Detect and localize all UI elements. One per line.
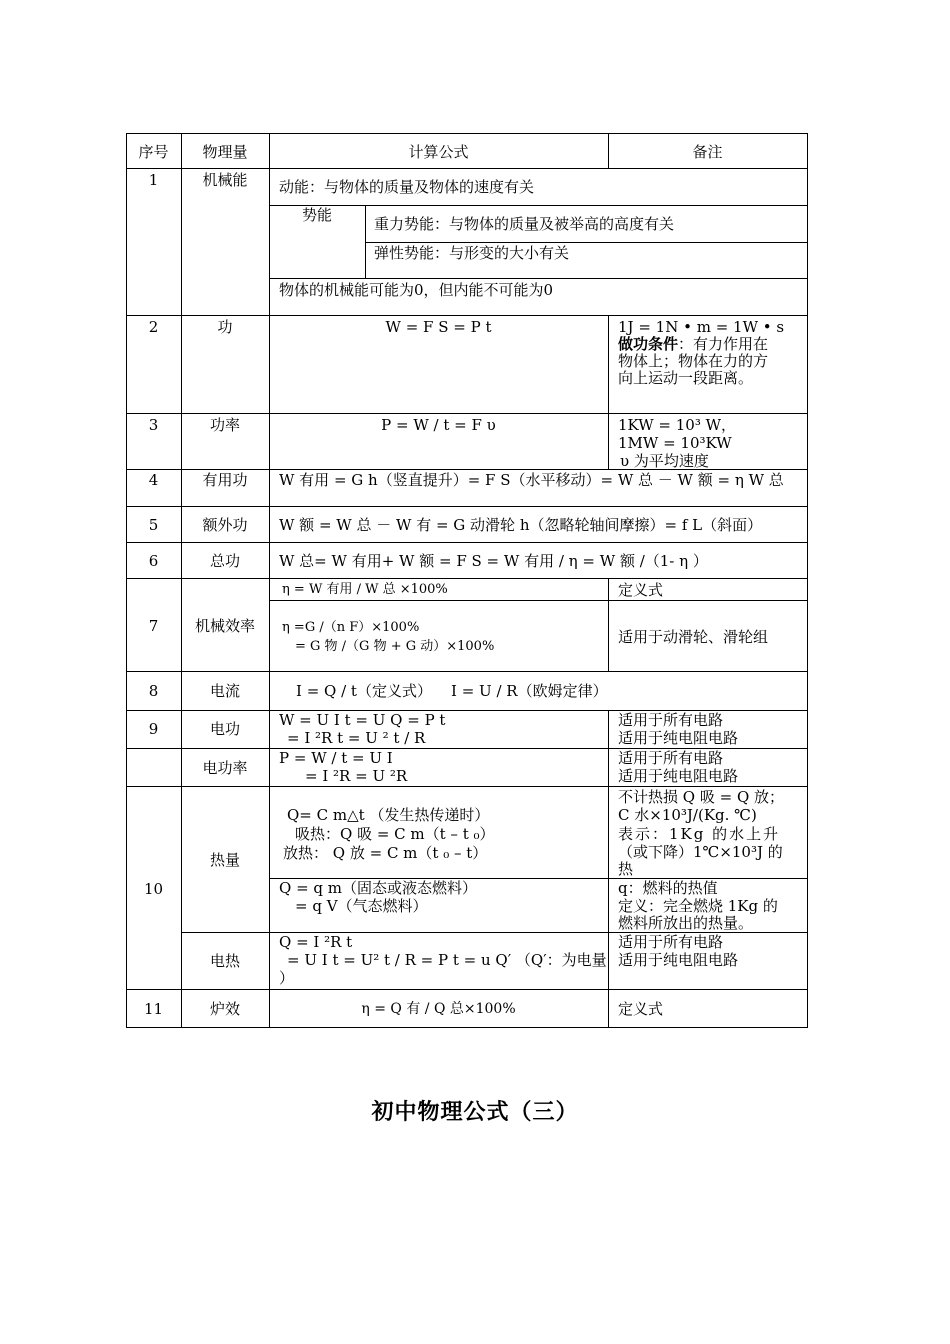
furnace-efficiency-note: 定义式 — [618, 1000, 664, 1018]
row-9-name: 电功 — [209, 720, 240, 738]
heat-note-3: 表示：1Kg 的水上升 — [618, 825, 781, 843]
row-6-name: 总功 — [209, 552, 240, 570]
table-border-top — [126, 133, 808, 134]
row-9b-name: 电功率 — [202, 759, 248, 777]
header-formula: 计算公式 — [408, 143, 469, 161]
table-col-rule — [608, 578, 609, 672]
electric-heat-formula-1: Q = I ²R t — [279, 933, 353, 951]
extra-work-formula: W 额 = W 总 － W 有 = G 动滑轮 h（忽略轮轴间摩擦）= f L（斜面） — [279, 516, 763, 534]
row-5-name: 额外功 — [202, 516, 248, 534]
row-1-no: 1 — [148, 171, 159, 189]
row-5-no: 5 — [148, 516, 159, 534]
row-11-name: 炉效 — [209, 1000, 240, 1018]
electric-work-note-2: 适用于纯电阻电路 — [618, 729, 739, 747]
table-rule — [269, 600, 808, 601]
row-2-no: 2 — [148, 318, 159, 336]
work-unit-note: 1J = 1N • m = 1W • s — [618, 318, 785, 336]
row-3-name: 功率 — [209, 416, 240, 434]
heat-formula-1: Q= C m△t （发生热传递时） — [287, 806, 490, 824]
efficiency-note-2: 适用于动滑轮、滑轮组 — [618, 628, 769, 646]
row-3-no: 3 — [148, 416, 159, 434]
work-condition-line3: 向上运动一段距离。 — [618, 369, 754, 387]
heat-name: 热量 — [209, 851, 240, 869]
row-10-no: 10 — [143, 880, 164, 898]
potential-energy-label: 势能 — [301, 206, 332, 224]
elastic-potential-text: 弹性势能：与形变的大小有关 — [374, 244, 570, 262]
electric-work-formula-2: = I ²R t = U ² t / R — [287, 729, 426, 747]
table-col-rule — [365, 205, 366, 279]
header-quantity: 物理量 — [202, 143, 248, 161]
power-unit-note-3: υ 为平均速度 — [620, 452, 709, 470]
table-rule — [126, 168, 808, 169]
heat-formula-2: 吸热：Q 吸 = C m（t – t ₀） — [295, 825, 495, 843]
row-2-name: 功 — [217, 318, 233, 336]
table-col-rule — [608, 315, 609, 470]
row-7-name: 机械效率 — [194, 617, 255, 635]
efficiency-formula-3: = G 物 /（G 物 + G 动）×100% — [295, 639, 495, 654]
fuel-heat-note-1: q：燃料的热值 — [618, 879, 718, 897]
electric-power-formula-1: P = W / t = U I — [279, 749, 393, 767]
row-4-name: 有用功 — [202, 471, 248, 489]
power-formula: P = W / t = F υ — [381, 416, 496, 434]
table-rule — [365, 242, 808, 243]
power-unit-note-2: 1MW = 10³KW — [618, 434, 732, 452]
table-border-bottom — [126, 1027, 808, 1028]
fuel-heat-note-3: 燃料所放出的热量。 — [618, 914, 754, 932]
electric-power-note-1: 适用于所有电路 — [618, 749, 724, 767]
work-condition-line2: 物体上；物体在力的方 — [618, 352, 769, 370]
gravity-potential-text: 重力势能：与物体的质量及被举高的高度有关 — [374, 215, 675, 233]
section-heading: 初中物理公式（三） — [371, 1099, 579, 1125]
kinetic-energy-text: 动能：与物体的质量及物体的速度有关 — [279, 178, 535, 196]
efficiency-formula-2: η =G /（n F）×100% — [282, 620, 420, 635]
table-rule — [126, 578, 808, 579]
work-condition-label: 做功条件 — [618, 335, 679, 353]
electric-heat-formula-3: ） — [279, 969, 295, 987]
table-rule — [269, 278, 808, 279]
current-formula: I = Q / t（定义式） I = U / R（欧姆定律） — [296, 682, 608, 700]
row-8-name: 电流 — [209, 682, 240, 700]
furnace-efficiency-formula: η = Q 有 / Q 总×100% — [361, 1001, 516, 1017]
header-no: 序号 — [138, 143, 169, 161]
power-unit-note-1: 1KW = 10³ W， — [618, 416, 737, 434]
heat-note-1: 不计热损 Q 吸 = Q 放； — [618, 788, 785, 806]
row-9-no: 9 — [148, 720, 159, 738]
work-formula: W = F S = P t — [385, 318, 492, 336]
table-rule — [126, 413, 808, 414]
mechanical-energy-note: 物体的机械能可能为0，但内能不可能为0 — [279, 281, 554, 299]
fuel-heat-formula-2: = q V（气态燃料） — [295, 897, 428, 915]
row-6-no: 6 — [148, 552, 159, 570]
row-1-name: 机械能 — [202, 171, 248, 189]
electric-heat-formula-2: = U I t = U² t / R = P t = u Q′ （Q′：为电量 — [287, 951, 607, 969]
total-work-formula: W 总= W 有用+ W 额 = F S = W 有用 / η = W 额 /（1- η ） — [279, 552, 708, 570]
row-7-no: 7 — [148, 617, 159, 635]
table-rule — [126, 542, 808, 543]
table-rule — [126, 989, 808, 990]
work-condition-text: ：有力作用在 — [678, 335, 769, 353]
electric-heat-note-2: 适用于纯电阻电路 — [618, 951, 739, 969]
electric-power-formula-2: = I ²R = U ²R — [305, 767, 408, 785]
table-col-rule — [269, 133, 270, 1028]
row-4-no: 4 — [148, 471, 159, 489]
electric-heat-note-1: 适用于所有电路 — [618, 933, 724, 951]
table-border-right — [807, 133, 808, 1028]
fuel-heat-formula-1: Q = q m（固态或液态燃料） — [279, 879, 477, 897]
header-note: 备注 — [692, 143, 723, 161]
heat-note-4: （或下降）1℃×10³J 的 — [618, 843, 783, 861]
table-rule — [126, 506, 808, 507]
heat-formula-3: 放热： Q 放 = C m（t ₀ – t） — [283, 844, 488, 862]
efficiency-formula-1: η = W 有用 / W 总 ×100% — [282, 582, 448, 597]
electric-heat-name: 电热 — [209, 952, 240, 970]
fuel-heat-note-2: 定义：完全燃烧 1Kg 的 — [618, 897, 778, 915]
electric-work-note-1: 适用于所有电路 — [618, 711, 724, 729]
heat-note-2: C 水×10³J/(Kg. ℃) — [618, 806, 757, 824]
useful-work-formula: W 有用 = G h（竖直提升）= F S（水平移动）= W 总 － W 额 = η W 总 — [279, 471, 784, 489]
table-rule — [126, 671, 808, 672]
table-col-rule — [181, 133, 182, 1028]
row-8-no: 8 — [148, 682, 159, 700]
table-col-rule — [608, 710, 609, 1028]
heat-note-5: 热 — [618, 860, 634, 878]
table-rule — [126, 786, 808, 787]
electric-power-note-2: 适用于纯电阻电路 — [618, 767, 739, 785]
electric-work-formula-1: W = U I t = U Q = P t — [279, 711, 446, 729]
work-condition-note — [618, 335, 768, 353]
row-11-no: 11 — [143, 1000, 164, 1018]
efficiency-note-1: 定义式 — [618, 581, 664, 599]
table-rule — [126, 315, 808, 316]
